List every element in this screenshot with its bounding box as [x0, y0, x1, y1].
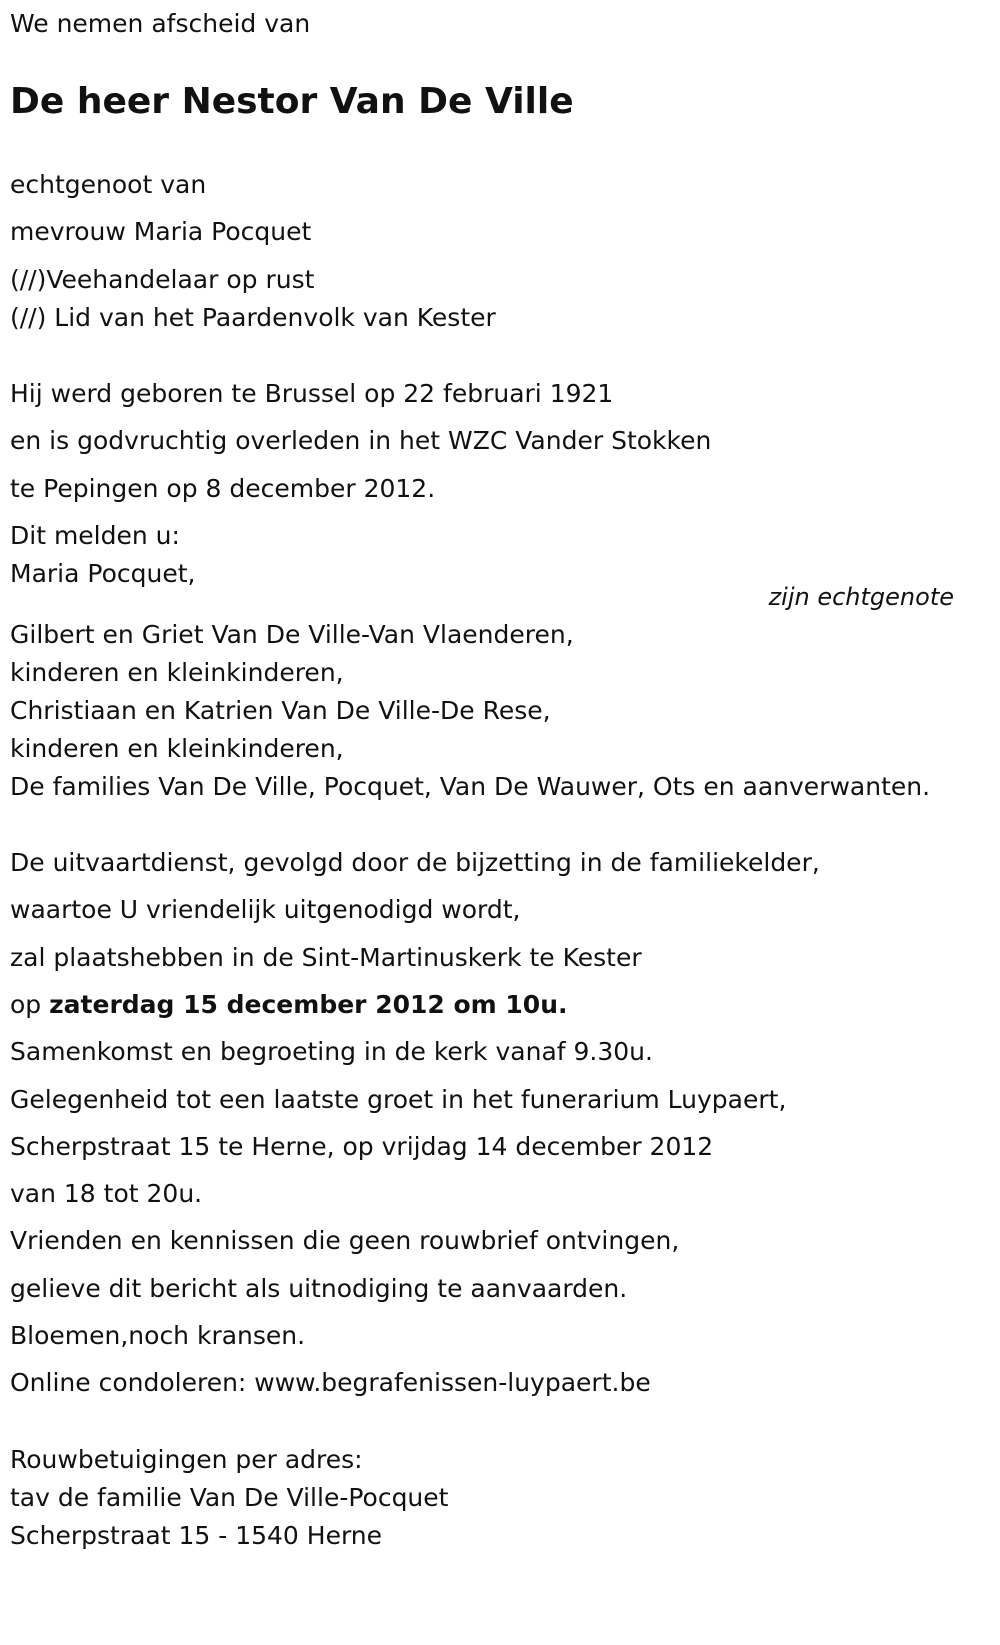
spouse-relation: echtgenoot van: [10, 170, 207, 199]
service-line3: zal plaatshebben in de Sint-Martinuskerk te Kester: [10, 943, 642, 972]
farewell-line2: Scherpstraat 15 te Herne, op vrijdag 14 december 2012: [10, 1132, 714, 1161]
occupation: (//)Veehandelaar op rust: [10, 265, 315, 294]
announcer-line: Gilbert en Griet Van De Ville-Van Vlaenderen,: [10, 620, 574, 649]
announcer-line: De families Van De Ville, Pocquet, Van De Wauwer, Ots en aanverwanten.: [10, 772, 931, 801]
service-line1: De uitvaartdienst, gevolgd door de bijzetting in de familiekelder,: [10, 848, 820, 877]
farewell-line1: Gelegenheid tot een laatste groet in het funerarium Luypaert,: [10, 1085, 787, 1114]
death-text-line1: en is godvruchtig overleden in het WZC Vander Stokken: [10, 426, 712, 455]
announcer-line: kinderen en kleinkinderen,: [10, 734, 344, 763]
address-line2: Scherpstraat 15 - 1540 Herne: [10, 1521, 383, 1550]
invite-line2: gelieve dit bericht als uitnodiging te aanvaarden.: [10, 1274, 628, 1303]
service-line2: waartoe U vriendelijk uitgenodigd wordt,: [10, 895, 521, 924]
address-heading: Rouwbetuigingen per adres:: [10, 1445, 363, 1474]
deceased-name: De heer Nestor Van De Ville: [10, 81, 574, 122]
membership: (//) Lid van het Paardenvolk van Kester: [10, 303, 496, 332]
announcer-spouse-relation: zijn echtgenote: [768, 583, 954, 611]
address-line1: tav de familie Van De Ville-Pocquet: [10, 1483, 449, 1512]
invite-line1: Vrienden en kennissen die geen rouwbrief ontvingen,: [10, 1226, 680, 1255]
flowers-text: Bloemen,noch kransen.: [10, 1321, 306, 1350]
service-date-prefix: op: [10, 990, 42, 1019]
announcers-intro: Dit melden u:: [10, 521, 180, 550]
announcer-line: Christiaan en Katrien Van De Ville-De Rese,: [10, 696, 551, 725]
death-text-line2: te Pepingen op 8 december 2012.: [10, 474, 436, 503]
announcer-spouse-name: Maria Pocquet,: [10, 559, 196, 588]
spouse-name: mevrouw Maria Pocquet: [10, 217, 312, 246]
announcer-line: kinderen en kleinkinderen,: [10, 658, 344, 687]
farewell-line3: van 18 tot 20u.: [10, 1179, 203, 1208]
birth-text: Hij werd geboren te Brussel op 22 februari 1921: [10, 379, 614, 408]
service-date-line: [10, 992, 568, 1017]
service-date: zaterdag 15 december 2012 om 10u.: [49, 990, 568, 1019]
intro-text: We nemen afscheid van: [10, 9, 311, 38]
online-condolence: Online condoleren: www.begrafenissen-luypaert.be: [10, 1368, 651, 1397]
gathering-text: Samenkomst en begroeting in de kerk vanaf 9.30u.: [10, 1037, 653, 1066]
